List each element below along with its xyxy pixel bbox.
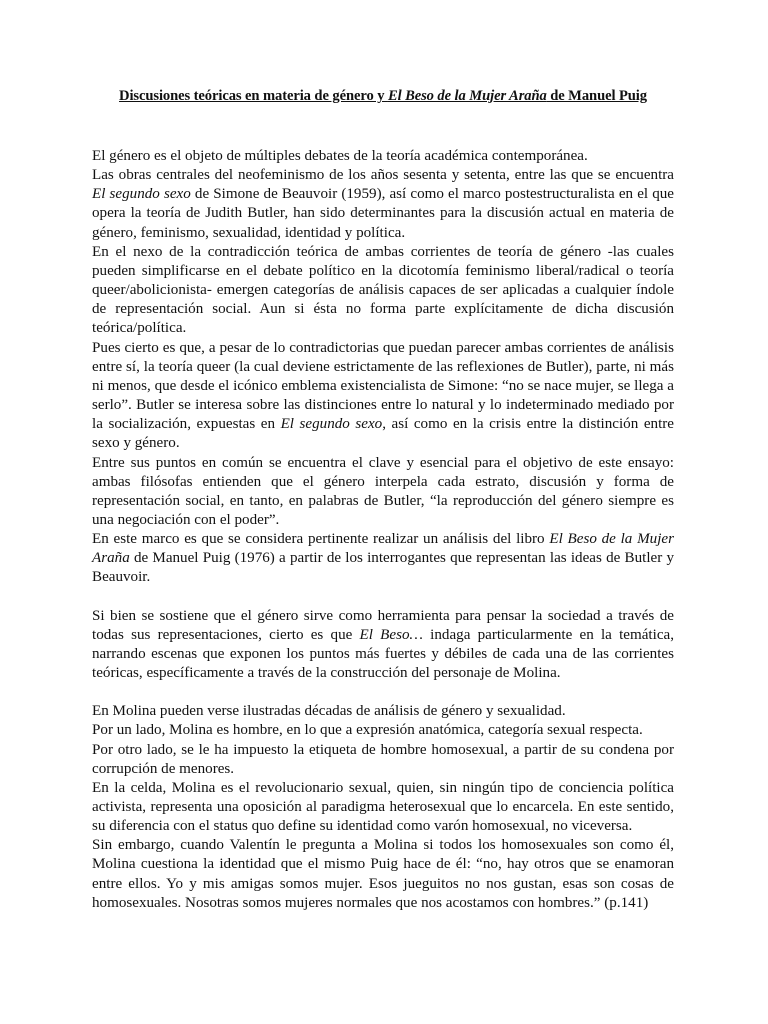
body-section-molina <box>92 702 674 913</box>
paragraph-6-text-c: de Manuel Puig (1976) a partir de los interrogantes que representan las ideas de Butler y Beauvoir. <box>92 550 674 586</box>
paragraph-spacer <box>92 683 674 702</box>
paragraph-1: El género es el objeto de múltiples debates de la teoría académica contemporánea. <box>92 148 588 164</box>
paragraph-9: Por un lado, Molina es hombre, en lo que a expresión anatómica, categoría sexual respecta. <box>92 722 643 739</box>
paragraph-7-text-c: indaga particularmente en la temática, narrando escenas que exponen los puntos más fuertes y débiles de cada una de las corrientes teóricas, específicamente a través de la construcción del personaje de Molina. <box>92 626 674 682</box>
paragraph-11: En la celda, Molina es el revolucionario sexual, quien, sin ningún tipo de conciencia política activista, representa una oposición al paradigma heterosexual que lo encarcela. En este sentido, su diferencia con el status quo define su identidad como varón homosexual, no viceversa. <box>92 779 674 835</box>
paragraph-6-text-a: En este marco es que se considera pertinente realizar un análisis del libro <box>92 531 550 548</box>
paragraph-4-book-title: El segundo sexo <box>280 416 383 433</box>
paragraph-6-book-title: El Beso de la Mujer Araña <box>92 531 674 567</box>
paragraph-12: Sin embargo, cuando Valentín le pregunta a Molina si todos los homosexuales son como él, Molina cuestiona la identidad que el mismo Puig hace de él: “no, hay otros que se enamoran entre ellos. Yo y mis amigas somos mujer. Esos jueguitos no nos gustan, esas son cosas de homosexuales. Nosotras somos mujeres normales que nos acostamos con hombres.” (p.141) <box>92 837 674 911</box>
title-book-name: El Beso de la Mujer Araña <box>387 88 547 104</box>
paragraph-7 <box>92 607 674 684</box>
paragraph-2-book-title: El segundo sexo <box>92 186 191 203</box>
body-section-representation <box>92 607 674 684</box>
paragraph-7-book-title: El Beso… <box>359 626 423 643</box>
document-title <box>92 84 674 108</box>
paragraph-4-text-c: , así como en la crisis entre la distinción entre sexo y género. <box>92 416 674 452</box>
paragraph-3: En el nexo de la contradicción teórica de ambas corrientes de teoría de género -las cuales pueden simplificarse en el debate político en la dicotomía feminismo liberal/radical o teoría queer/abolicionista- emergen categorías de análisis capaces de ser aplicadas a cualquier índole de representación social. Aun si ésta no forma parte explícitamente de dicha discusión teórica/política. <box>92 243 674 337</box>
paragraph-spacer <box>92 588 674 607</box>
paragraph-8: En Molina pueden verse ilustradas décadas de análisis de género y sexualidad. <box>92 703 566 720</box>
title-text-start: Discusiones teóricas en materia de género y <box>119 88 388 104</box>
paragraph-4-text-a: Pues cierto es que, a pesar de lo contradictorias que puedan parecer ambas corrientes de análisis entre sí, la teoría queer (la cual deviene estrictamente de las reflexiones de Butler), parte, ni más ni menos, que desde el icónico emblema existencialista de Simone: “no se nace mujer, se llega a serlo”. Butler se interesa sobre las distinciones entre lo natural y lo indeterminado mediado por la socialización, expuestas en <box>92 339 674 433</box>
paragraph-4 <box>92 339 674 454</box>
title-text-end: de Manuel Puig <box>546 88 647 104</box>
document-page <box>92 84 674 913</box>
paragraph-2 <box>92 166 674 243</box>
paragraph-2-text-c: de Simone de Beauvoir (1959), así como el marco postestructuralista en el que opera la teoría de Judith Butler, han sido determinantes para la discusión actual en materia de género, feminismo, sexualidad, identidad y política. <box>92 186 674 241</box>
paragraph-10: Por otro lado, se le ha impuesto la etiqueta de hombre homosexual, a partir de su condena por corrupción de menores. <box>92 741 674 777</box>
paragraph-7-text-a: Si bien se sostiene que el género sirve como herramienta para pensar la sociedad a través de todas sus representaciones, cierto es que <box>92 607 674 643</box>
paragraph-5: Entre sus puntos en común se encuentra el clave y esencial para el objetivo de este ensayo: ambas filósofas entienden que el género interpela cada estrato, discusión y forma de representación social, en tanto, en palabras de Butler, “la reproducción del género siempre es una negociación con el poder”. <box>92 454 674 528</box>
paragraph-2-text-a: Las obras centrales del neofeminismo de los años sesenta y setenta, entre las que se encuentra <box>92 167 674 184</box>
body-section-intro <box>92 147 674 588</box>
paragraph-6 <box>92 530 674 587</box>
